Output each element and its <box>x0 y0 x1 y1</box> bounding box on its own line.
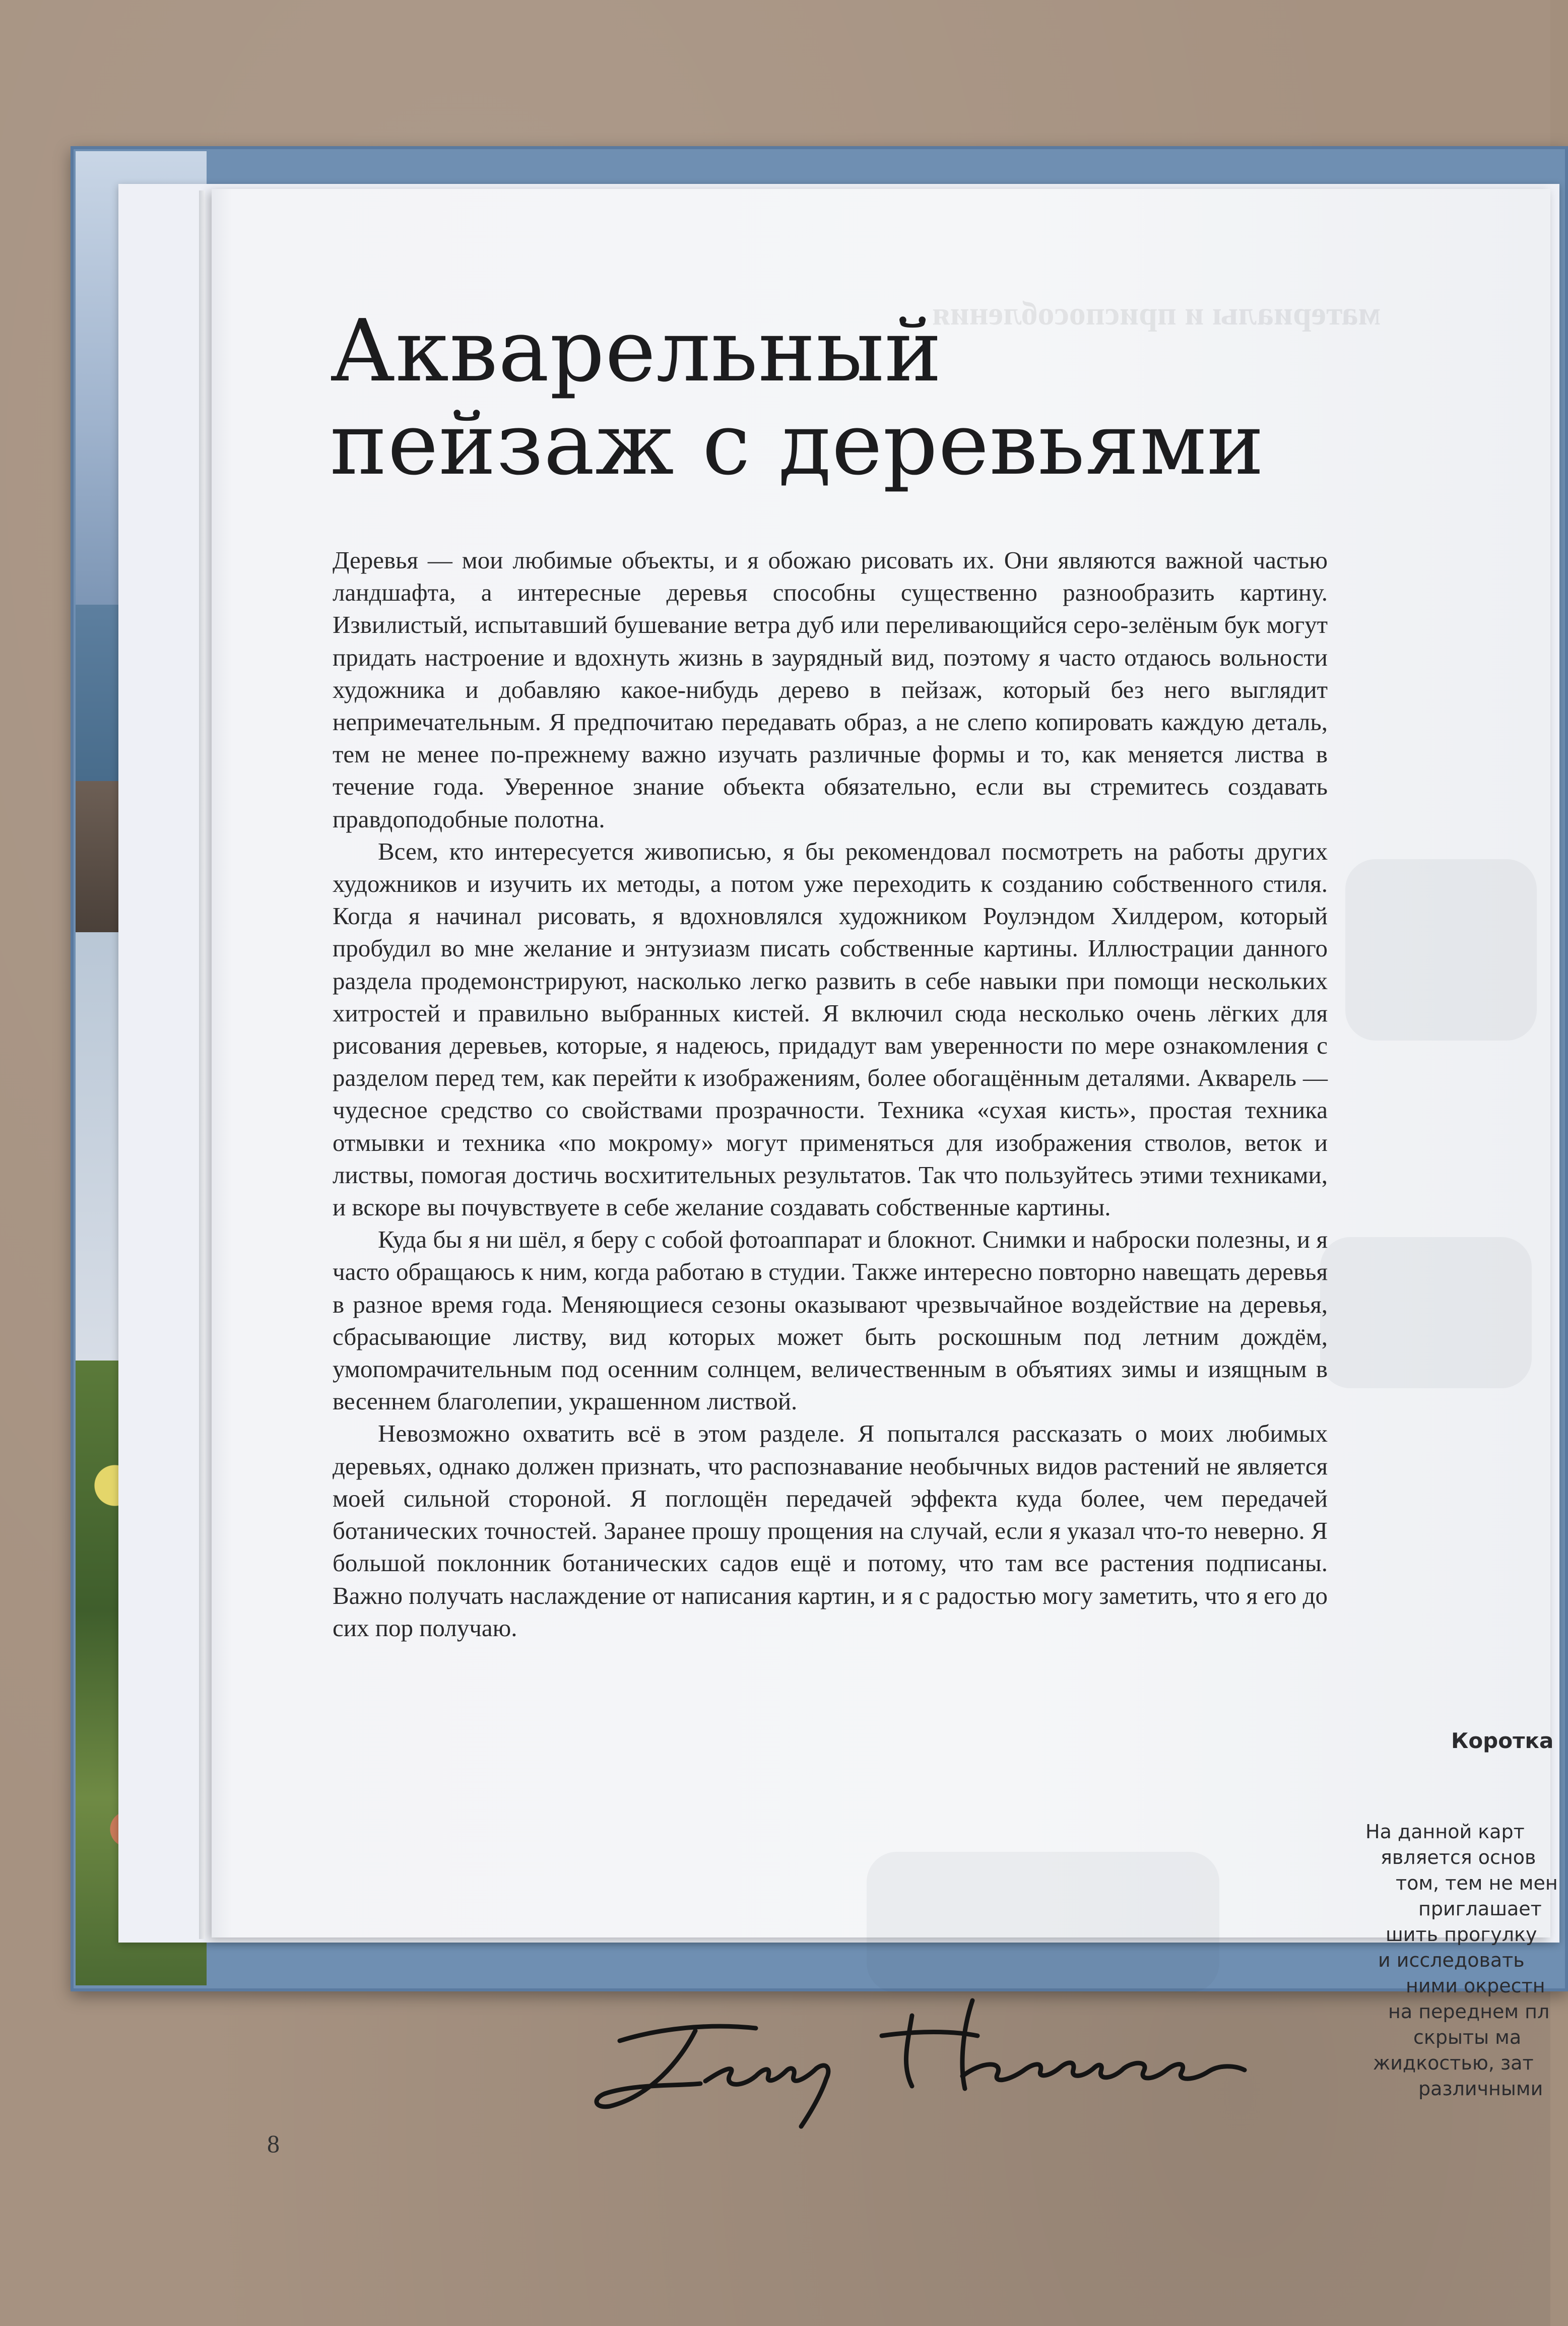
sidebar-line: жидкостью, зат <box>1373 2052 1534 2074</box>
article-body <box>333 544 1328 1644</box>
sidebar-line: является основ <box>1381 1846 1536 1868</box>
sidebar-line: на переднем пл <box>1388 2000 1550 2023</box>
title-line-2: пейзаж с деревьями <box>330 395 1265 494</box>
title-line-1: Акварельный <box>330 301 942 401</box>
author-signature <box>590 1980 1295 2131</box>
show-through-illustration <box>1320 1237 1532 1388</box>
show-through-illustration <box>867 1852 1219 1993</box>
page-edge <box>199 190 205 1939</box>
sidebar-line: На данной карт <box>1365 1821 1525 1843</box>
paragraph-4: Невозможно охватить всё в этом разделе. Я попытался рассказать о моих любимых деревьях, однако должен признать, что распознавание необычных видов растений не является моей сильной стороной. Я поглощён передачей эффекта куда более, чем передачей ботанических точностей. Заранее прошу прощения на случай, если я указал что-то неверно. Я большой поклонник ботанических садов ещё и потому, что там все растения подписаны. Важно получать наслаждение от написания картин, и я с радостью могу заметить, что я его до сих пор получаю. <box>333 1419 1328 1642</box>
paragraph-2: Всем, кто интересуется живописью, я бы рекомендовал посмотреть на работы других художников и изучить их методы, а потом уже переходить к созданию собственного стиля. Когда я начинал рисовать, я вдохновлялся художником Роулэндом Хилдером, который пробудил во мне желание и энтузиазм писать собственные картины. Иллюстрации данного раздела продемонстрируют, насколько легко развить в себе навыки при помощи нескольких хитростей и правильно выбранных кистей. Я включил сюда несколько очень лёгких для рисования деревьев, которые, я надеюсь, придадут вам уверенности по мере ознакомления с разделом перед тем, как перейти к изображениям, более обогащённым деталями. Акварель — чудесное средство со свойствами прозрачности. Техника «сухая кисть», простая техника отмывки и техника «по мокрому» могут применяться для изображения стволов, веток и листвы, помогая достичь восхитительных результатов. Так что пользуйтесь этими техниками, и вскоре вы почувствуете в себе желание создавать собственные картины. <box>333 837 1328 1221</box>
article-title <box>330 301 1265 494</box>
sidebar-line: различными <box>1418 2078 1543 2100</box>
sidebar-text <box>1355 1819 1557 2102</box>
page-number: 8 <box>267 2129 280 2158</box>
sidebar-line: ними окрестн <box>1406 1975 1545 1997</box>
paragraph-1: Деревья — мои любимые объекты, и я обожаю рисовать их. Они являются важной частью ландшафта, а интересные деревья способны существенно разнообразить картину. Извилистый, испытавший бушевание ветра дуб или переливающийся серо-зелёным бук могут придать настроение и вдохнуть жизнь в заурядный вид, поэтому я часто отдаюсь вольности художника и добавляю какое-нибудь дерево в пейзаж, который без него выглядит непримечательным. Я предпочитаю передавать образ, а не слепо копировать каждую деталь, тем не менее по-прежнему важно изучать различные формы и то, как меняется листва в течение года. Уверенное знание объекта обязательно, если вы стремитесь создавать правдоподобные полотна. <box>333 546 1328 833</box>
sidebar-line: скрыты ма <box>1413 2026 1522 2048</box>
paragraph-3: Куда бы я ни шёл, я беру с собой фотоаппарат и блокнот. Снимки и наброски полезны, и я часто обращаюсь к ним, когда работаю в студии. Также интересно повторно навещать деревья в разное время года. Меняющиеся сезоны оказывают чрезвычайное воздействие на деревья, сбрасывающие листву, вид которых может быть роскошным под летним дождём, умопомрачительным под осенним солнцем, величественным в объятиях зимы и изящным в весеннем благолепии, украшенном листвой. <box>333 1225 1328 1415</box>
show-through-heading: материалы и приспособления <box>932 295 1381 332</box>
show-through-illustration <box>1345 859 1537 1041</box>
sidebar-line: и исследовать <box>1378 1949 1525 1971</box>
sidebar-line: шить прогулку <box>1386 1923 1537 1946</box>
sidebar-line: том, тем не мен <box>1396 1872 1558 1894</box>
sidebar-heading: Коротка <box>1451 1728 1554 1753</box>
sidebar-line: приглашает <box>1418 1898 1542 1920</box>
